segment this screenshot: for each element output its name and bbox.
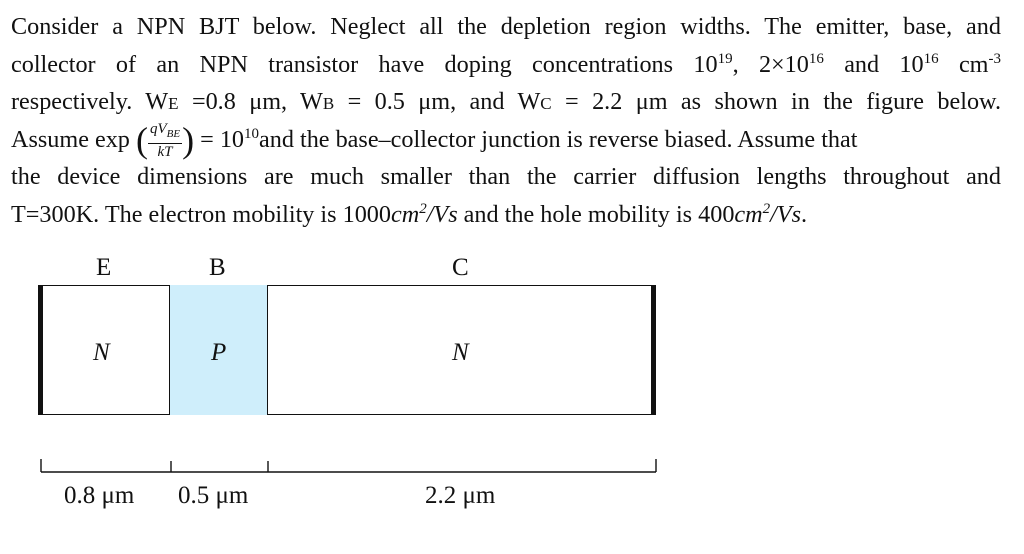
- base-terminal-label: B: [209, 254, 226, 281]
- exponent-fraction: $\frac{qV_{BE}}{kT}$: [149, 120, 181, 160]
- base-region-label: P: [211, 339, 227, 366]
- collector-region-label: N: [452, 339, 469, 366]
- collector-terminal-label: C: [452, 254, 469, 281]
- problem-line-5: the device dimensions are much smaller than the carrier diffusion lengths throughout and: [11, 163, 1001, 190]
- problem-line-4: Assume exp ( $\frac{qV_{BE}}{kT}$ ) = $10^{10}and$ the base–collector junction is reverse biased. Assume that: [11, 119, 858, 160]
- emitter-width-label: 0.8 μm: [64, 482, 135, 509]
- base-width-label: 0.5 μm: [178, 482, 249, 509]
- problem-line-1: Consider a NPN BJT below. Neglect all the depletion region widths. The emitter, base, and: [11, 13, 1001, 40]
- problem-line-2: collector of an NPN transistor have doping concentrations $10^{19}$, $2\times 10^{16}$ and $10^{16}$ $cm^{-3}$: [11, 50, 1001, 78]
- problem-line-6: T=300K. The electron mobility is $1000cm^2/Vs$ and the hole mobility is $400cm^2/Vs$.: [11, 200, 808, 228]
- problem-line-3: respectively. WE =0.8 μm, WB = 0.5 μm, and WC = 2.2 μm as shown in the figure below.: [11, 88, 1001, 115]
- emitter-region-label: N: [93, 339, 110, 366]
- emitter-terminal-label: E: [96, 254, 112, 281]
- collector-width-label: 2.2 μm: [425, 482, 496, 509]
